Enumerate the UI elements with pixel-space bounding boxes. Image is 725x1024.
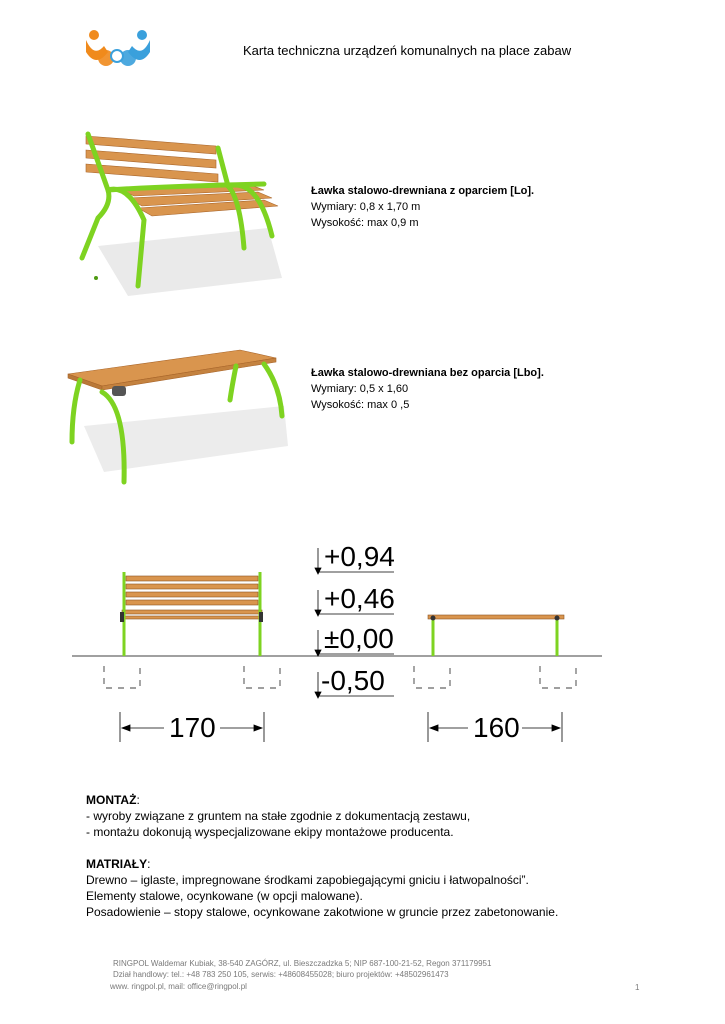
montaz-line: - wyroby związane z gruntem na stałe zgodnie z dokumentacją zestawu, [86, 809, 471, 823]
bench-without-backrest-image [64, 346, 292, 486]
product-spec-lo [311, 183, 534, 231]
heading-colon: : [136, 793, 140, 807]
materialy-line: Drewno – iglaste, impregnowane środkami zapobiegającymi gniciu i łatwopalności”. [86, 873, 529, 887]
width-label-right: 160 [473, 712, 520, 743]
level-label: +0,94 [324, 541, 395, 572]
product-title: Ławka stalowo-drewniana z oparciem [Lo]. [311, 185, 535, 197]
materialy-line: Posadowienie – stopy stalowe, ocynkowane zakotwione w gruncie przez zabetonowanie. [86, 905, 559, 919]
product-spec-lbo [311, 365, 544, 413]
product-dimensions: Wymiary: 0,5 x 1,60 [311, 383, 409, 395]
montaz-line: - montażu dokonują wyspecjalizowane ekipy montażowe producenta. [86, 825, 454, 839]
level-label: ±0,00 [324, 623, 394, 654]
page-number: 1 [635, 983, 640, 992]
footer-company: RINGPOL Waldemar Kubiak, 38-540 ZAGÓRZ, ul. Bieszczadzka 5; NIP 687-100-21-52, Regon 371179951 [113, 959, 492, 968]
materialy-line: Elementy stalowe, ocynkowane (w opcji malowane). [86, 889, 363, 903]
montaz-section [86, 792, 470, 840]
section-heading: MONTAŻ [86, 793, 137, 807]
bench-with-backrest-image [68, 128, 288, 300]
level-label: +0,46 [324, 583, 395, 614]
footer-contact: Dział handlowy: tel.: +48 783 250 105, serwis: +48608455028; biuro projektów: +48502961473 [113, 970, 449, 979]
page-title: Karta techniczna urządzeń komunalnych na place zabaw [243, 43, 572, 58]
bench-front-view [120, 572, 263, 656]
product-title: Ławka stalowo-drewniana bez oparcia [Lbo]. [311, 367, 544, 379]
footer-web: www. ringpol.pl, mail: office@ringpol.pl [110, 982, 247, 991]
level-label: -0,50 [321, 665, 385, 696]
materialy-section [86, 856, 558, 920]
bench-side-view [428, 615, 564, 656]
heading-colon: : [147, 857, 151, 871]
product-height: Wysokość: max 0,9 m [311, 217, 419, 229]
company-logo [84, 28, 154, 70]
section-heading: MATRIAŁY [86, 857, 148, 871]
width-label-left: 170 [169, 712, 216, 743]
product-height: Wysokość: max 0 ,5 [311, 399, 410, 411]
product-dimensions: Wymiary: 0,8 x 1,70 m [311, 201, 421, 213]
